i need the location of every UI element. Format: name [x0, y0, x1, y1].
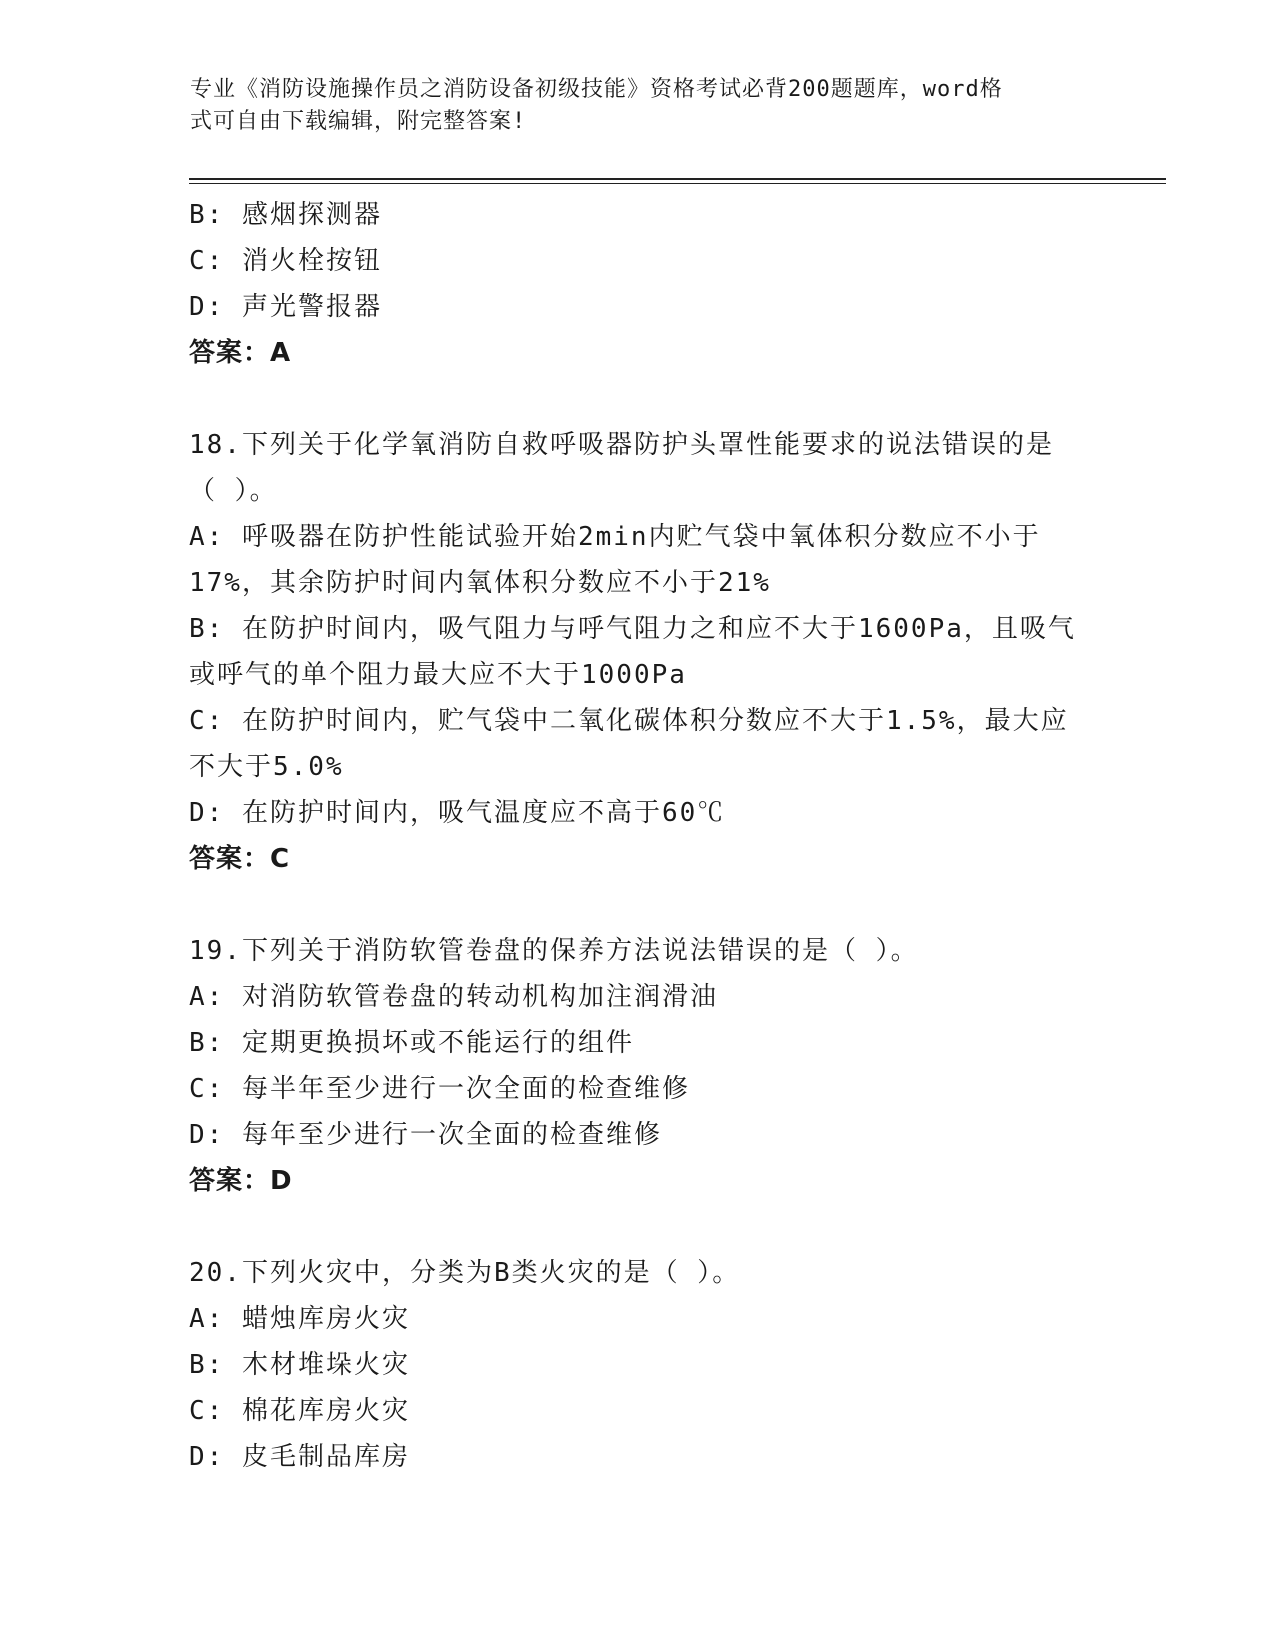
- answer-line: 答案：D: [189, 1166, 293, 1196]
- option-c: C: 消火栓按钮: [189, 246, 382, 276]
- answer-line: 答案：C: [189, 844, 291, 874]
- question-stem: 19.下列关于消防软管卷盘的保养方法说法错误的是（ ）。: [189, 936, 919, 966]
- option-b: B: 定期更换损坏或不能运行的组件: [189, 1028, 634, 1058]
- question-stem: 20.下列火灾中，分类为B类火灾的是（ ）。: [189, 1258, 741, 1288]
- question-20: [189, 1250, 1089, 1480]
- option-a: A: 呼吸器在防护性能试验开始2min内贮气袋中氧体积分数应不小于: [189, 522, 1041, 552]
- header-title-line-1: 专业《消防设施操作员之消防设备初级技能》资格考试必背200题题库，word格: [190, 77, 1003, 102]
- header-title-line-2: 式可自由下载编辑，附完整答案!: [190, 109, 527, 134]
- option-a: A: 蜡烛库房火灾: [189, 1304, 410, 1334]
- prev-question-block: [189, 192, 1089, 376]
- option-b: B: 感烟探测器: [189, 200, 382, 230]
- question-19: [189, 928, 1089, 1204]
- option-c-cont: 不大于5.0%: [189, 752, 344, 782]
- option-d: D: 每年至少进行一次全面的检查维修: [189, 1120, 662, 1150]
- option-b-cont: 或呼气的单个阻力最大应不大于1000Pa: [189, 660, 687, 690]
- option-c: C: 在防护时间内，贮气袋中二氧化碳体积分数应不大于1.5%，最大应: [189, 706, 1069, 736]
- document-body: [189, 192, 1089, 1480]
- question-stem: 18.下列关于化学氧消防自救呼吸器防护头罩性能要求的说法错误的是: [189, 430, 1054, 460]
- question-stem-cont: （ ）。: [189, 476, 278, 506]
- option-d: D: 皮毛制品库房: [189, 1442, 410, 1472]
- option-b: B: 木材堆垛火灾: [189, 1350, 410, 1380]
- option-c: C: 棉花库房火灾: [189, 1396, 410, 1426]
- page-header: [190, 74, 1090, 138]
- answer-line: 答案：A: [189, 338, 292, 368]
- option-a-cont: 17%，其余防护时间内氧体积分数应不小于21%: [189, 568, 771, 598]
- option-c: C: 每半年至少进行一次全面的检查维修: [189, 1074, 690, 1104]
- question-18: [189, 422, 1089, 882]
- header-divider: [189, 178, 1166, 184]
- option-a: A: 对消防软管卷盘的转动机构加注润滑油: [189, 982, 718, 1012]
- option-d: D: 在防护时间内，吸气温度应不高于60℃: [189, 798, 726, 828]
- spacer: [189, 376, 1089, 422]
- spacer: [189, 1204, 1089, 1250]
- option-d: D: 声光警报器: [189, 292, 382, 322]
- option-b: B: 在防护时间内，吸气阻力与呼气阻力之和应不大于1600Pa，且吸气: [189, 614, 1076, 644]
- spacer: [189, 882, 1089, 928]
